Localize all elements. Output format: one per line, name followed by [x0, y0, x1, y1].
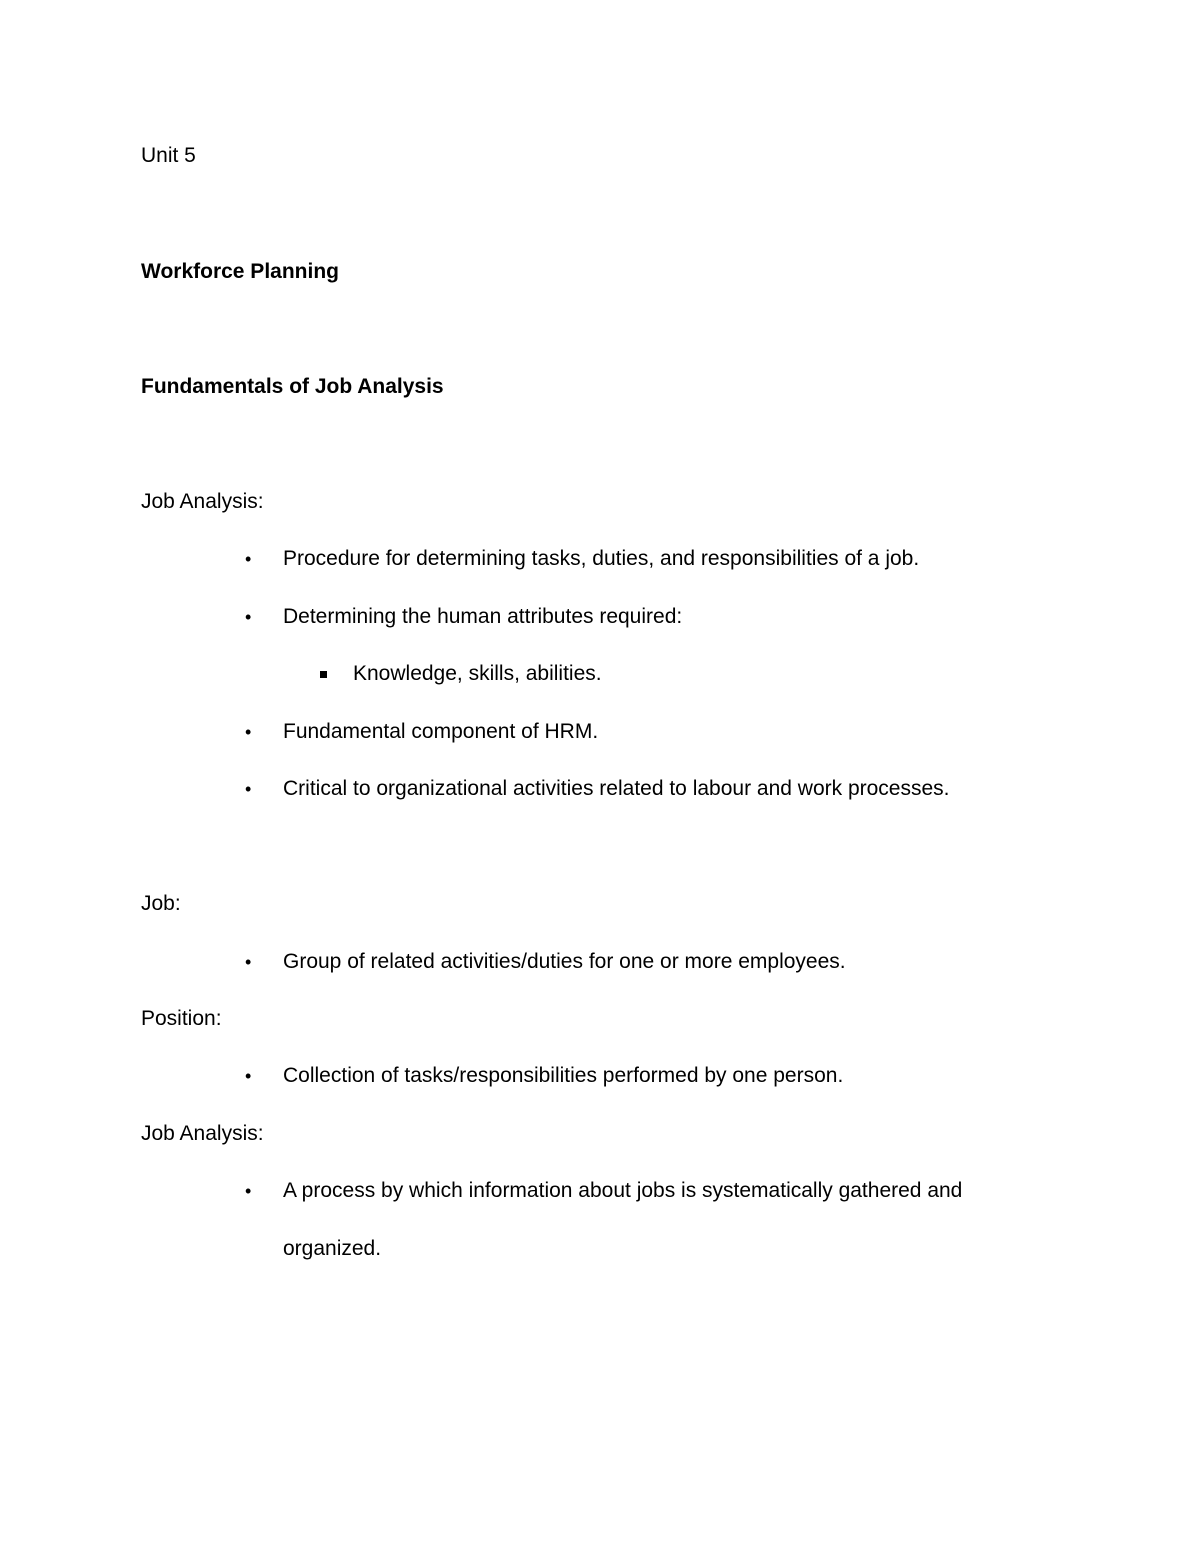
list-item-line-1: A process by which information about jobs is systematically gathered and — [283, 1179, 963, 1202]
list-item: Group of related activities/duties for one or more employees. — [283, 950, 846, 973]
bullet-icon: • — [245, 952, 252, 972]
list-item: Collection of tasks/responsibilities performed by one person. — [283, 1064, 844, 1087]
unit-label: Unit 5 — [141, 144, 196, 167]
section-heading-job-analysis: Job Analysis: — [141, 490, 264, 513]
square-bullet-icon — [320, 671, 327, 678]
bullet-icon: • — [245, 607, 252, 627]
section-heading-job-analysis-2: Job Analysis: — [141, 1122, 264, 1145]
bullet-icon: • — [245, 722, 252, 742]
document-title: Workforce Planning — [141, 260, 339, 283]
bullet-icon: • — [245, 549, 252, 569]
list-item: Procedure for determining tasks, duties, and responsibilities of a job. — [283, 547, 920, 570]
list-item-line-2: organized. — [283, 1237, 382, 1260]
document-subtitle: Fundamentals of Job Analysis — [141, 375, 444, 398]
bullet-icon: • — [245, 1066, 252, 1086]
bullet-icon: • — [245, 779, 252, 799]
sub-list-item: Knowledge, skills, abilities. — [353, 662, 602, 685]
bullet-icon: • — [245, 1181, 252, 1201]
list-item: Fundamental component of HRM. — [283, 720, 599, 743]
section-heading-job: Job: — [141, 892, 181, 915]
section-heading-position: Position: — [141, 1007, 222, 1030]
list-item: Determining the human attributes required: — [283, 605, 683, 628]
list-item: Critical to organizational activities related to labour and work processes. — [283, 777, 950, 800]
